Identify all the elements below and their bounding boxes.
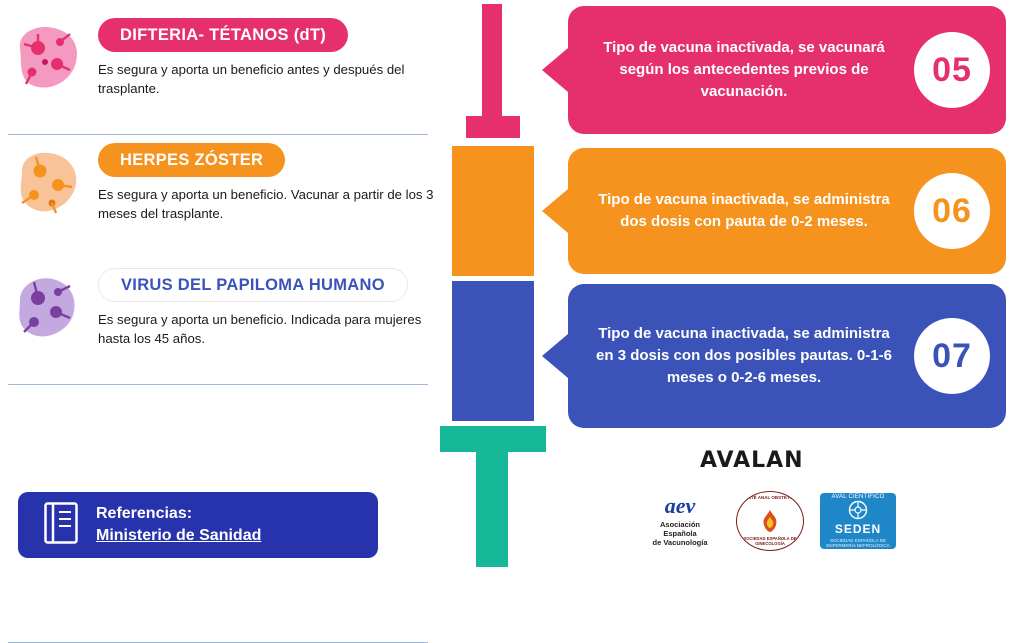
vaccine-list <box>0 0 445 567</box>
logo-seden <box>820 493 896 549</box>
syringe-plunger-head <box>466 116 520 138</box>
aev-line2: Española <box>663 529 697 538</box>
syringe-flange <box>440 426 546 452</box>
flame-icon <box>757 508 783 534</box>
seden-top-text: AVAL CIENTÍFICO <box>831 493 885 500</box>
syringe-barrel-upper <box>452 146 534 276</box>
vaccine-name-pill <box>98 268 408 302</box>
callout-text: Tipo de vacuna inactivada, se administra en 3 dosis con dos posibles pautas. 0-1-6 meses o 0-2-6 meses. <box>596 325 892 386</box>
logo-seg <box>736 491 804 551</box>
vaccine-description: Es segura y aporta un beneficio. Indicada para mujeres hasta los 45 años. <box>98 312 422 347</box>
vaccine-description: Es segura y aporta un beneficio. Vacunar a partir de los 3 meses del trasplante. <box>98 187 434 222</box>
callout-arrow <box>542 334 568 378</box>
germ-purple-icon <box>8 272 82 344</box>
callout-text-emphasis: inactivada <box>716 39 790 57</box>
vaccine-name: VIRUS DEL PAPILOMA HUMANO <box>121 275 385 294</box>
callout-text-part: Tipo de vacuna <box>598 191 712 209</box>
callout-07 <box>568 284 1006 428</box>
callout-number: 05 <box>932 50 972 89</box>
aev-line3: de Vacunología <box>652 538 708 547</box>
vaccine-name: HERPES ZÓSTER <box>120 150 264 169</box>
syringe-needle <box>476 452 508 567</box>
callout-number-badge <box>914 173 990 249</box>
seden-sub-text: SOCIEDAD ESPAÑOLA DE ENFERMERÍA NEFROLÓGICA <box>826 537 890 548</box>
seg-top-text: COMITÉ ANAL OBSTÉTRICO <box>739 495 801 500</box>
vaccine-name-pill <box>98 18 348 52</box>
callout-06 <box>568 148 1006 274</box>
aev-line1: Asociación <box>659 520 700 529</box>
endorsement-logos <box>640 487 900 555</box>
vaccine-description: Es segura y aporta un beneficio antes y después del trasplante. <box>98 62 405 97</box>
callout-05 <box>568 6 1006 134</box>
callout-number-badge <box>914 318 990 394</box>
references-title: Referencias: <box>96 505 193 523</box>
divider <box>8 134 428 135</box>
endorsement-label: AVALAN <box>700 448 804 473</box>
book-icon <box>44 502 78 549</box>
callout-text-part: , se vacunará según los antecedentes previos de vacunación. <box>619 39 885 100</box>
callout-number: 06 <box>932 191 972 230</box>
references-source: Ministerio de Sanidad <box>96 527 262 544</box>
syringe-barrel-lower <box>452 281 534 421</box>
syringe-plunger-rod <box>482 4 502 116</box>
divider <box>8 384 428 385</box>
seg-bottom-text: SOCIEDAD ESPAÑOLA DE GINECOLOGÍA <box>743 535 797 546</box>
seden-emblem-icon <box>848 500 868 520</box>
logo-aev <box>640 495 720 547</box>
callout-text <box>568 37 914 102</box>
germ-orange-icon <box>8 147 82 219</box>
callout-text <box>568 189 914 233</box>
callout-text-emphasis: inactivada <box>711 191 785 209</box>
references-box[interactable] <box>18 492 378 558</box>
seden-name: SEDEN <box>834 521 882 536</box>
callout-arrow <box>542 48 568 92</box>
callout-arrow <box>542 189 568 233</box>
vaccine-name-pill <box>98 143 285 177</box>
vaccine-name: DIFTERIA- TÉTANOS (dT) <box>120 25 327 44</box>
callout-number: 07 <box>932 336 972 375</box>
callout-text-part: , se administra dos dosis con pauta de 0-2 meses. <box>620 191 890 230</box>
aev-wordmark: aev <box>664 493 696 518</box>
germ-pink-icon <box>8 22 82 94</box>
callout-number-badge <box>914 32 990 108</box>
callout-text-part: Tipo de vacuna <box>603 39 717 57</box>
